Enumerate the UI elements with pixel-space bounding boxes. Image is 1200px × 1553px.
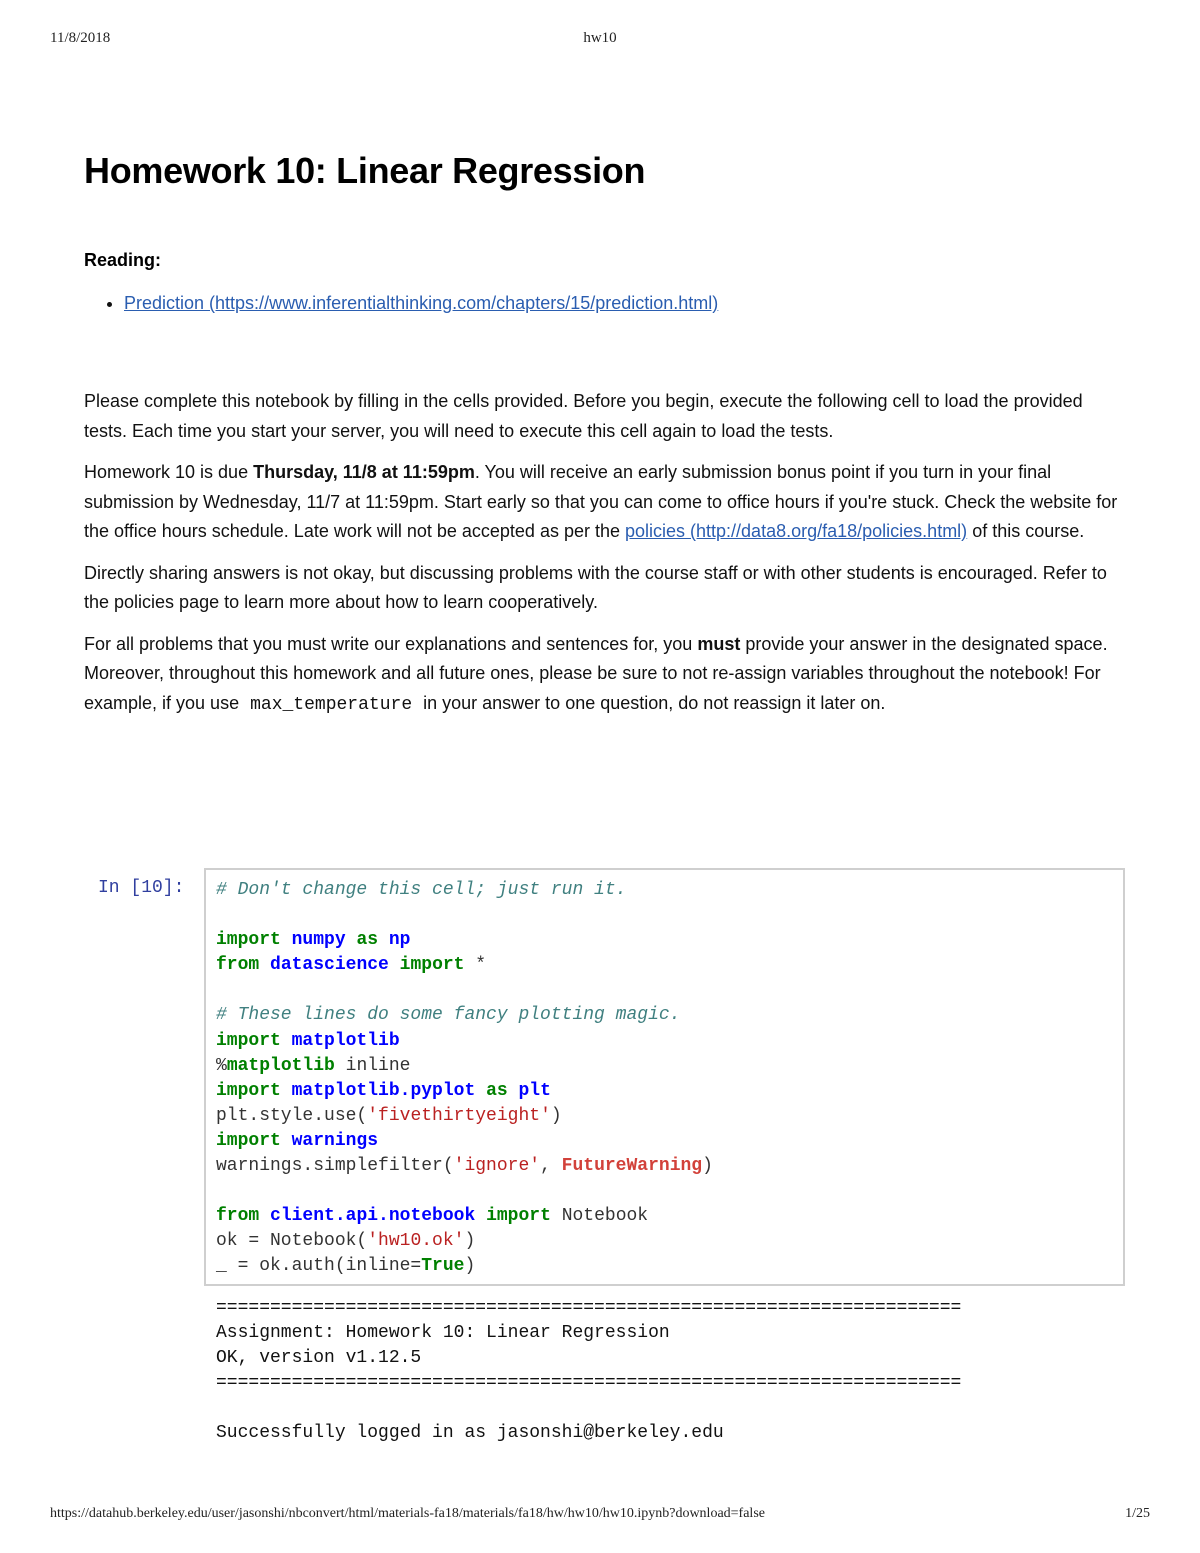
due-date: Thursday, 11/8 at 11:59pm [253, 462, 475, 482]
code-input-area[interactable] [204, 868, 1125, 1286]
policies-link[interactable]: policies (http://data8.org/fa18/policies.html) [625, 521, 968, 541]
instructions-paragraph [84, 630, 1124, 721]
notebook-markdown [84, 150, 1124, 720]
instructions-text: For all problems that you must write our explanations and sentences for, you [84, 633, 698, 654]
inline-code: max_temperature [250, 694, 413, 715]
reading-list [84, 289, 1124, 317]
due-date-paragraph [84, 458, 1124, 547]
reading-label: Reading: [84, 250, 162, 270]
collaboration-paragraph: Directly sharing answers is not okay, but discussing problems with the course staff or with other students is encouraged. Refer to the policies page to learn more about how to learn cooperatively. [84, 562, 1107, 612]
print-title: hw10 [583, 30, 617, 46]
instructions-text-mid: provide your answer in the designated space. Moreover, throughout this homework and all future ones, please be sure to not re-assign variables throughout the notebook! For example, if you use [84, 633, 1108, 713]
due-text: Homework 10 is due [84, 462, 254, 482]
due-text-end: of this course. [967, 521, 1085, 541]
intro-paragraph: Please complete this notebook by filling in the cells provided. Before you begin, execute the following cell to load the provided tests. Each time you start your server, you will need to execute this cell again to load the tests. [84, 391, 1083, 441]
due-text-rest: . You will receive an early submission bonus point if you turn in your final submission by Wednesday, 11/7 at 11:59pm. Start early so that you can come to office hours if you're stuck. Check the website for the office hours schedule. Late work will not be accepted as per the [84, 462, 1118, 541]
print-header [50, 30, 1150, 50]
must-emphasis: must [697, 633, 741, 654]
print-footer [50, 1506, 1150, 1526]
code-text[interactable]: # Don't change this cell; just run it. import numpy as np from datascience import * # These lines do some fancy plotting magic. import matplotlib %matplotlib inline import matplotlib.pyplot as plt plt.style.use('fivethirtyeight') import warnings warnings.simplefilter('ignore', FutureWarning) from client.api.notebook import Notebook ok = Notebook('hw10.ok') _ = ok.auth(inline=True) [216, 880, 713, 1277]
page-number: 1/25 [1125, 1506, 1150, 1521]
reading-item [124, 289, 1124, 317]
prediction-link[interactable]: Prediction (https://www.inferentialthinking.com/chapters/15/prediction.html) [124, 293, 719, 313]
cell-output: ===================================================================== Assignment: Homework 10: Linear Regression OK, version v1.12.5 ===================================================================== Successfully logged in as jasonshi@berkeley.edu [216, 1298, 962, 1444]
instructions-text-end: in your answer to one question, do not reassign it later on. [418, 692, 886, 713]
print-url: https://datahub.berkeley.edu/user/jasonshi/nbconvert/html/materials-fa18/materials/fa18/hw/hw10/hw10.ipynb?download=false [50, 1506, 765, 1521]
cell-prompt: In [10]: [98, 878, 185, 898]
print-date: 11/8/2018 [50, 30, 111, 46]
page-title: Homework 10: Linear Regression [84, 150, 646, 191]
